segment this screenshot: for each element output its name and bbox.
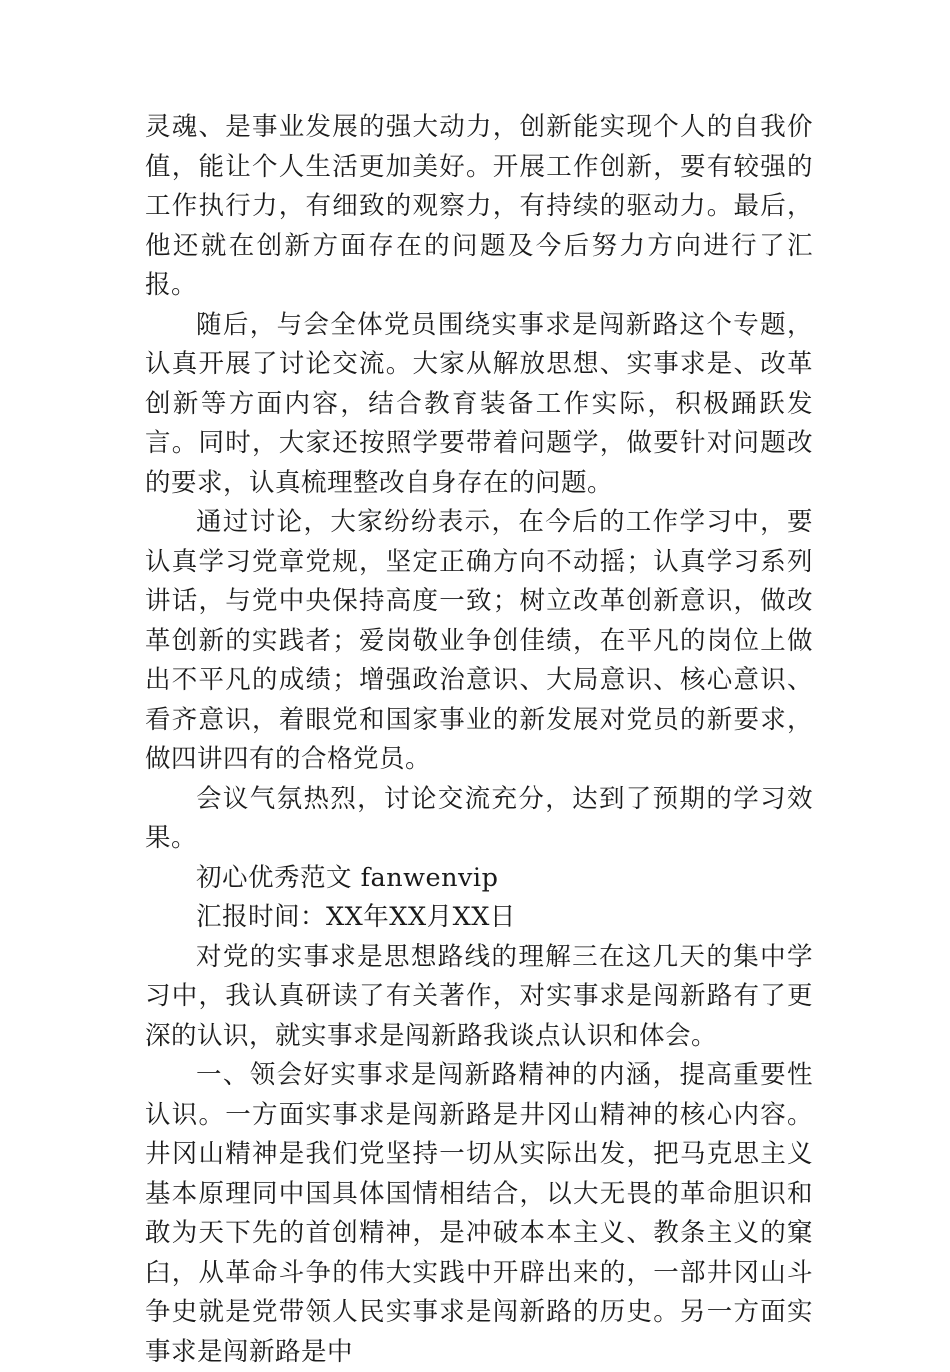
paragraph-4: 会议气氛热烈，讨论交流充分，达到了预期的学习效果。: [145, 783, 813, 853]
paragraph-7: 对党的实事求是思想路线的理解三在这几天的集中学习中，我认真研读了有关著作，对实事求是闯新路有了更深的认识，就实事求是闯新路我谈点认识和体会。: [145, 941, 813, 1051]
document-body: [145, 108, 813, 1372]
paragraph-6: 汇报时间：XX年XX月XX日: [196, 902, 516, 932]
paragraph-8: 一、领会好实事求是闯新路精神的内涵，提高重要性认识。一方面实事求是闯新路是井冈山精神的核心内容。井冈山精神是我们党坚持一切从实际出发，把马克思主义基本原理同中国具体国情相结合，以大无畏的革命胆识和敢为天下先的首创精神，是冲破本本主义、教条主义的窠臼，从革命斗争的伟大实践中开辟出来的，一部井冈山斗争史就是党带领人民实事求是闯新路的历史。另一方面实事求是闯新路是中: [145, 1060, 813, 1367]
paragraph-1: 灵魂、是事业发展的强大动力，创新能实现个人的自我价值，能让个人生活更加美好。开展工作创新，要有较强的工作执行力，有细致的观察力，有持续的驱动力。最后，他还就在创新方面存在的问题及今后努力方向进行了汇报。: [145, 112, 813, 300]
paragraph-2: 随后，与会全体党员围绕实事求是闯新路这个专题，认真开展了讨论交流。大家从解放思想、实事求是、改革创新等方面内容，结合教育装备工作实际，积极踊跃发言。同时，大家还按照学要带着问题学，做要针对问题改的要求，认真梳理整改自身存在的问题。: [145, 309, 813, 498]
paragraph-3: 通过讨论，大家纷纷表示，在今后的工作学习中，要认真学习党章党规，坚定正确方向不动摇；认真学习系列讲话，与党中央保持高度一致；树立改革创新意识，做改革创新的实践者；爱岗敬业争创佳绩，在平凡的岗位上做出不平凡的成绩；增强政治意识、大局意识、核心意识、看齐意识，着眼党和国家事业的新发展对党员的新要求，做四讲四有的合格党员。: [145, 507, 813, 774]
paragraph-5: 初心优秀范文 fanwenvip: [196, 862, 499, 893]
